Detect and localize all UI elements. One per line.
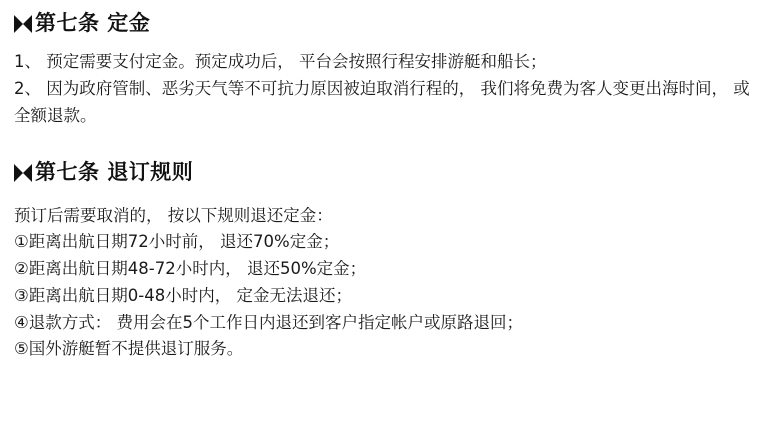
section-refund-heading xyxy=(14,159,756,186)
section-deposit-heading xyxy=(14,10,756,37)
section-deposit-heading-text: 第七条 定金 xyxy=(35,11,151,35)
section-deposit xyxy=(14,10,756,129)
refund-rule-1: ①距离出航日期72小时前， 退还70%定金； xyxy=(14,232,340,252)
refund-rule-2: ②距离出航日期48-72小时内， 退还50%定金； xyxy=(14,259,367,279)
section-refund-heading-text: 第七条 退订规则 xyxy=(35,160,194,185)
refund-rule-4: ④退款方式： 费用会在5个工作日内退还到客户指定帐户或原路退回； xyxy=(14,312,524,332)
deposit-paragraph-2: 2、 因为政府管制、恶劣天气等不可抗力原因被迫取消行程的， 我们将免费为客人变更出海时间， 或全额退款。 xyxy=(14,79,750,125)
diamond-bullet-icon xyxy=(14,15,32,33)
refund-intro: 预订后需要取消的， 按以下规则退还定金： xyxy=(14,205,333,225)
section-refund-body xyxy=(14,203,756,363)
refund-rule-5: ⑤国外游艇暂不提供退订服务。 xyxy=(14,339,244,359)
section-refund xyxy=(14,159,756,363)
diamond-bullet-icon xyxy=(14,164,32,182)
deposit-paragraph-1: 1、 预定需要支付定金。预定成功后， 平台会按照行程安排游艇和船长； xyxy=(14,52,547,72)
section-deposit-body xyxy=(14,49,756,129)
refund-rule-3: ③距离出航日期0-48小时内， 定金无法退还； xyxy=(14,285,352,305)
